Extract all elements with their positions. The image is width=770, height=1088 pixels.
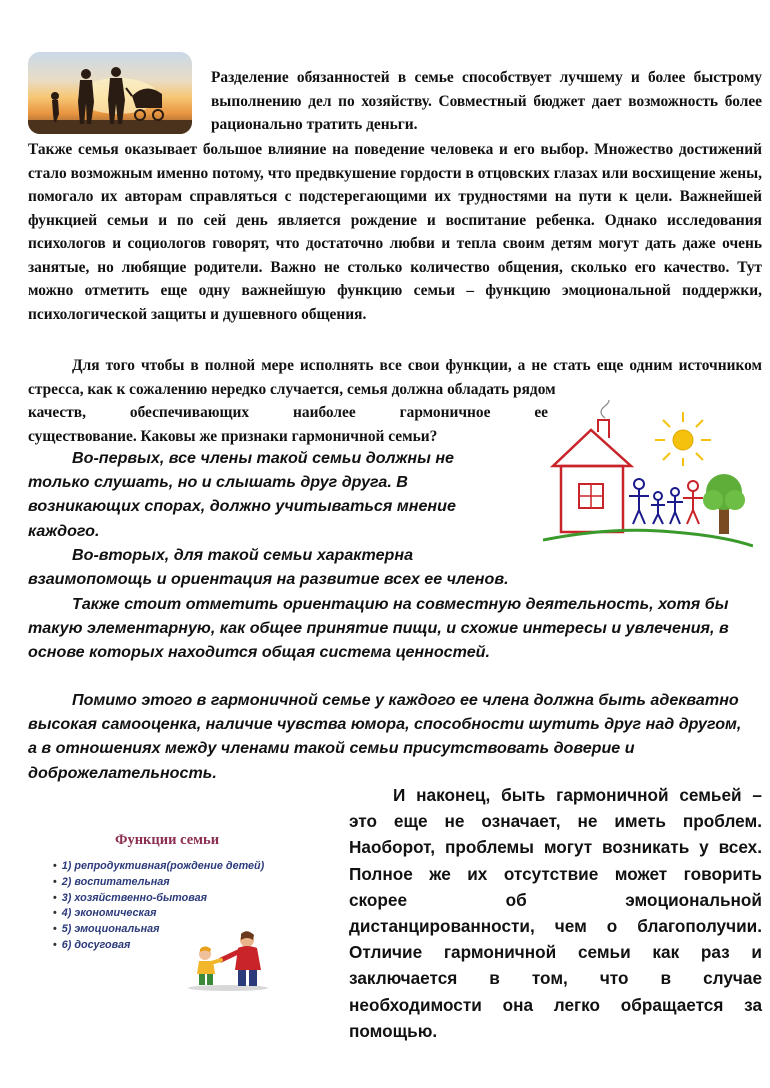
- second-sign-paragraph: [28, 543, 762, 591]
- parent-child-illustration: [183, 930, 273, 992]
- function-item: • 6) досуговая: [53, 938, 131, 951]
- function-item: • 4) экономическая: [53, 907, 157, 920]
- family-silhouette-illustration: [28, 52, 192, 134]
- closing-paragraph: И наконец, быть гармоничной семьей – это еще не означает, не иметь проблем. Наоборот, проблемы могут возникать у всех. Полное же их отсутствие может говорить скорее об эмоциональной дистанцированности, чем о благополучии. Отличие гармоничной семьи как раз и заключается в том, что в случае необходимости она легко обращается за помощью.: [349, 785, 762, 1041]
- function-item: • 1) репродуктивная(рождение детей): [53, 860, 265, 872]
- bullet-icon: •: [53, 923, 57, 936]
- intro-paragraph: Разделение обязанностей в семье способствует лучшему и более быстрому выполнению дел по хозяйству. Совместный бюджет дает возможность более рационально тратить деньги.: [211, 69, 762, 133]
- parent-child-icon: [183, 930, 273, 992]
- family-sunset-photo: [28, 52, 192, 134]
- influence-paragraph: Также семья оказывает большое влияние на поведение человека и его выбор. Множество достижений стало возможным именно потому, что предвкушение гордости в отцовских глазах или восхищение жены, помогало их авторам справляться с подстерегающими их трудностями на пути к цели. Важнейшей функцией семьи и по сей день является рождение и воспитание ребенка. Однако исследования психологов и социологов говорят, что достаточно любви и тепла своим детям могут дать даже очень занятые, но любящие родители. Важно не столько количество общения, сколько его качество. Тут можно отметить еще одну важнейшую функцию семьи – функцию эмоциональной поддержки, психологической защиты и душевного общения.: [28, 141, 762, 323]
- qualities-line2: качеств, обеспечивающих наиболее гармоничное ее: [28, 404, 548, 421]
- child-drawing-house-family: [543, 400, 753, 550]
- bullet-icon: •: [53, 891, 57, 904]
- joint-activity-paragraph: Также стоит отметить ориентацию на совместную деятельность, хотя бы такую элементарную, как общее принятие пищи, и схожие интересы и увлечения, в основе которых находится общая система ценностей.: [28, 595, 729, 662]
- qualities-line3: существование. Каковы же признаки гармоничной семьи?: [28, 427, 438, 445]
- second-sign-line2: взаимопомощь и ориентация на развитие всех ее членов.: [28, 570, 509, 589]
- second-sign-line1: Во-вторых, для такой семьи характерна: [72, 546, 414, 564]
- first-sign-paragraph: Во-первых, все члены такой семьи должны не только слушать, но и слышать друг друга. В возникающих спорах, должно учитываться мнение каждого.: [28, 449, 456, 540]
- function-item: • 3) хозяйственно-бытовая: [53, 891, 207, 904]
- qualities-paragraph-line1: Для того чтобы в полной мере исполнять все свои функции, а не стать еще одним источником стресса, как к сожалению нередко случается, семья должна обладать рядом: [28, 357, 762, 398]
- self-esteem-paragraph: Помимо этого в гармоничной семье у каждого ее члена должна быть адекватно высокая самооценка, наличие чувства юмора, способности шутить друг над другом, а в отношениях между членами такой семьи присутствовать доверие и доброжелательность.: [28, 691, 742, 782]
- house-family-drawing: [543, 400, 753, 550]
- qualities-paragraph-continued: [28, 401, 548, 448]
- bullet-icon: •: [53, 907, 57, 920]
- function-item: • 5) эмоциональная: [53, 923, 160, 936]
- bullet-icon: •: [53, 875, 57, 888]
- functions-title: Функции семьи: [115, 832, 220, 848]
- bullet-icon: •: [53, 938, 57, 951]
- bullet-icon: •: [53, 860, 57, 872]
- function-item: • 2) воспитательная: [53, 875, 170, 888]
